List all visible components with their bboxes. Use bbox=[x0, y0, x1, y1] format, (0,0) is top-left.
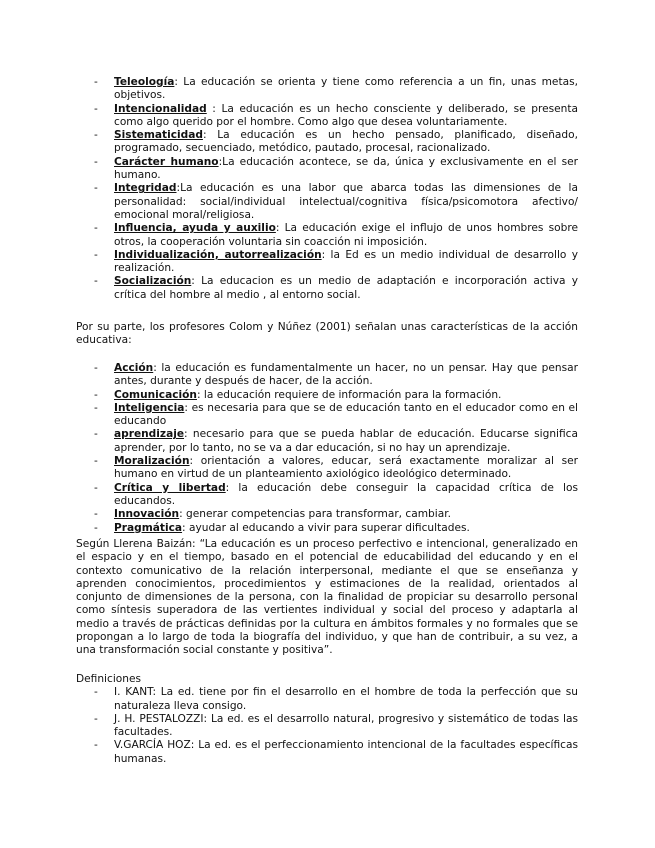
item-text: : la educación es fundamentalmente un hacer, no un pensar. Hay que pensar antes, durante y después de hacer, de la acción. bbox=[114, 362, 578, 388]
item-text: : La educación es un hecho pensado, planificado, diseñado, programado, secuenciado, metódico, pautado, procesal, racionalizado. bbox=[114, 129, 578, 155]
item-term: Teleología bbox=[114, 76, 175, 88]
definitions-heading: Definiciones bbox=[76, 673, 142, 685]
item-text: : La educación se orienta y tiene como referencia a un fin, unas metas, objetivos. bbox=[114, 76, 578, 102]
bullet-dash: - bbox=[94, 739, 98, 752]
list-item bbox=[76, 249, 578, 276]
item-text: : La educacion es un medio de adaptación e incorporación activa y crítica del hombre al medio , al entorno social. bbox=[114, 275, 578, 301]
item-term: Crítica y libertad bbox=[114, 481, 226, 494]
bullet-dash: - bbox=[94, 686, 98, 699]
item-term: Inteligencia bbox=[114, 401, 185, 414]
list-item bbox=[76, 522, 578, 535]
item-text: : es necesaria para que se de educación tanto en el educador como en el educando bbox=[114, 401, 578, 428]
list-item bbox=[76, 508, 578, 521]
item-text: : generar competencias para transformar, cambiar. bbox=[179, 508, 451, 521]
item-text: : necesario para que se pueda hablar de educación. Educarse significa aprender, por lo tanto, no se va a dar educación, si no hay un aprendizaje. bbox=[114, 428, 578, 454]
definition-item bbox=[76, 686, 578, 713]
definition-item bbox=[76, 713, 578, 740]
bullet-dash: - bbox=[94, 222, 98, 235]
item-text: : la Ed es un medio individual de desarrollo y realización. bbox=[114, 248, 578, 275]
item-text: : la educación debe conseguir la capacidad crítica de los educandos. bbox=[114, 481, 578, 507]
list-item bbox=[76, 482, 578, 509]
item-term: Individualización, autorrealización bbox=[114, 248, 322, 261]
definition-text: V.GARCÍA HOZ: La ed. es el perfeccionamiento intencional de la facultades específicas humanas. bbox=[114, 739, 578, 765]
item-term: Socialización bbox=[114, 275, 192, 288]
bullet-dash: - bbox=[94, 521, 98, 534]
bullet-dash: - bbox=[94, 182, 98, 195]
list-item bbox=[76, 402, 578, 429]
list-item bbox=[76, 103, 578, 130]
item-text: : la educación requiere de información para la formación. bbox=[196, 388, 502, 401]
quote-paragraph: Según Llerena Baizán: “La educación es un proceso perfectivo e intencional, generalizado en el espacio y en el tiempo, basado en el potencial de educabilidad del educando y en el contexto comunicativo de la relación interpersonal, mediante el que se enseñanza y aprenden conocimientos, procedimientos y estimaciones de la realidad, orientados al conjunto de dimensiones de la persona, con la finalidad de propiciar su desarrollo personal como síntesis superadora de las vertientes individual y social del proceso y adaptarla al medio a través de prácticas definidas por la cultura en ámbitos formales y no formales que se propongan a lo largo de toda la biografía del individuo, y que han de contribuir, a su vez, a una transformación social constante y positiva”. bbox=[76, 538, 578, 657]
definitions-section bbox=[76, 673, 578, 766]
list-item bbox=[76, 129, 578, 156]
list-item bbox=[76, 362, 578, 389]
bullet-dash: - bbox=[94, 455, 98, 468]
bullet-dash: - bbox=[94, 362, 98, 374]
item-term: aprendizaje bbox=[114, 428, 185, 441]
definition-text: J. H. PESTALOZZI: La ed. es el desarrollo natural, progresivo y sistemático de todas las facultades. bbox=[114, 712, 578, 739]
bullet-dash: - bbox=[94, 508, 98, 521]
bullet-dash: - bbox=[94, 275, 98, 288]
bullet-dash: - bbox=[94, 481, 98, 494]
characteristics-list-1 bbox=[76, 76, 578, 302]
definition-item bbox=[76, 739, 578, 766]
intro-paragraph: Por su parte, los profesores Colom y Núñez (2001) señalan unas características de la acción educativa: bbox=[76, 321, 578, 347]
item-text: : orientación a valores, educar, será exactamente moralizar al ser humano en virtud de un planteamiento axiológico ideológico determinado. bbox=[114, 455, 578, 481]
list-item bbox=[76, 389, 578, 402]
bullet-dash: - bbox=[94, 401, 98, 414]
item-text: :La educación es una labor que abarca todas las dimensiones de la personalidad: social/individual intelectual/cognitiva física/psicomotora afectivo/ emocional moral/religiosa. bbox=[114, 182, 578, 221]
item-term: Comunicación bbox=[114, 388, 197, 401]
list-item bbox=[76, 428, 578, 455]
item-term: Integridad bbox=[114, 182, 177, 195]
item-term: Moralización bbox=[114, 455, 190, 468]
characteristics-list-2 bbox=[76, 362, 578, 535]
item-term: Influencia, ayuda y auxilio bbox=[114, 222, 276, 235]
list-item bbox=[76, 156, 578, 183]
bullet-dash: - bbox=[94, 712, 98, 725]
list-item bbox=[76, 275, 578, 302]
bullet-dash: - bbox=[94, 102, 98, 115]
item-term: Intencionalidad bbox=[114, 102, 207, 115]
list-item bbox=[76, 76, 578, 103]
list-item bbox=[76, 222, 578, 249]
item-text: : La educación es un hecho consciente y deliberado, se presenta como algo querido por el hombre. Como algo que desea voluntariamente. bbox=[114, 102, 578, 128]
list-item bbox=[76, 182, 578, 222]
item-term: Innovación bbox=[114, 508, 180, 521]
bullet-dash: - bbox=[94, 388, 98, 401]
definition-text: I. KANT: La ed. tiene por fin el desarrollo en el hombre de toda la perfección que su naturaleza lleva consigo. bbox=[114, 686, 578, 712]
bullet-dash: - bbox=[94, 155, 98, 168]
bullet-dash: - bbox=[94, 248, 98, 261]
bullet-dash: - bbox=[94, 428, 98, 441]
bullet-dash: - bbox=[94, 129, 98, 142]
bullet-dash: - bbox=[94, 76, 98, 88]
item-text: : ayudar al educando a vivir para superar dificultades. bbox=[182, 521, 470, 534]
item-text: :La educación acontece, se da, única y exclusivamente en el ser humano. bbox=[114, 155, 578, 182]
item-term: Pragmática bbox=[114, 521, 183, 534]
list-item bbox=[76, 455, 578, 482]
item-term: Sistematicidad bbox=[114, 129, 203, 142]
item-text: : La educación exige el influjo de unos hombres sobre otros, la cooperación voluntaria sin coacción ni imposición. bbox=[114, 222, 578, 248]
item-term: Carácter humano bbox=[114, 155, 219, 168]
item-term: Acción bbox=[114, 362, 154, 374]
